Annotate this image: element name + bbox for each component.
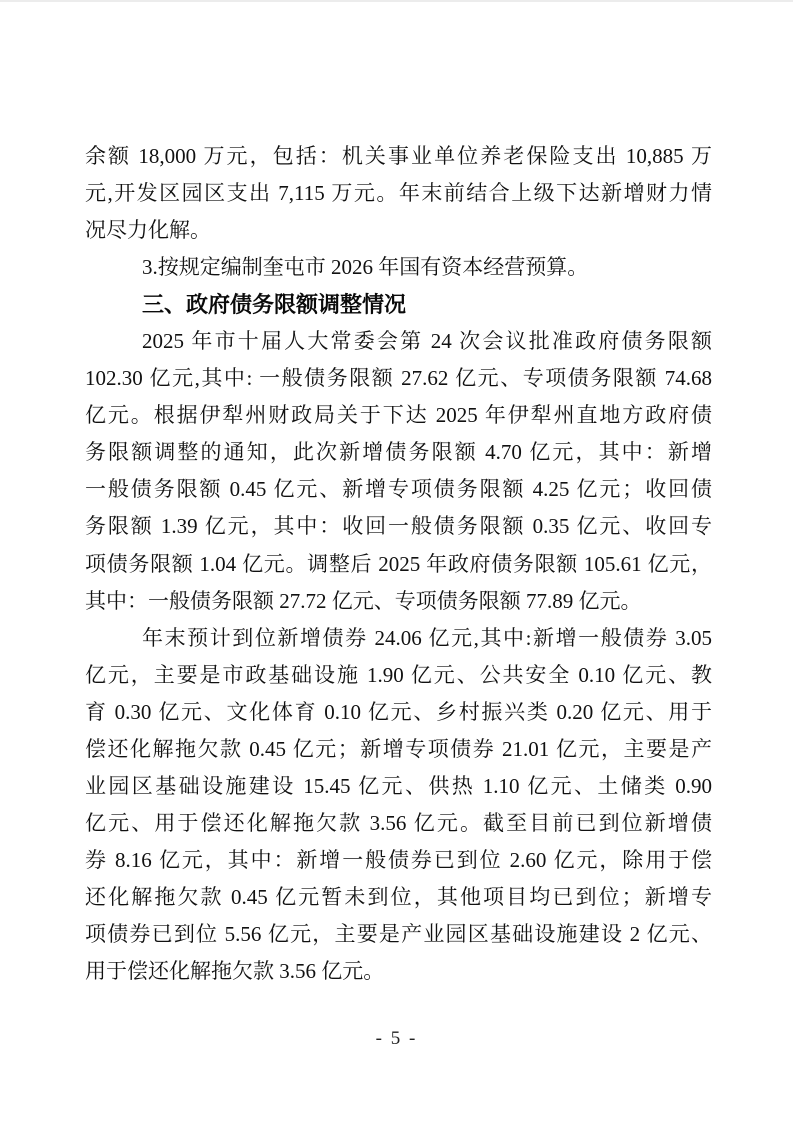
text-line: 项债务限额 1.04 亿元。调整后 2025 年政府债务限额 105.61 亿元，: [85, 551, 712, 576]
text-line: 业园区基础设施建设 15.45 亿元、供热 1.10 亿元、土储类 0.90: [85, 773, 712, 798]
text-line: 用于偿还化解拖欠款 3.56 亿元。: [85, 959, 385, 984]
text-line: 2025 年市十届人大常委会第 24 次会议批准政府债务限额: [142, 329, 712, 354]
text-line: 育 0.30 亿元、文化体育 0.10 亿元、乡村振兴类 0.20 亿元、用于: [85, 699, 712, 724]
text-line: 元,开发区园区支出 7,115 万元。年末前结合上级下达新增财力情: [85, 181, 712, 206]
text-line: 一般债务限额 0.45 亿元、新增专项债务限额 4.25 亿元；收回债: [85, 477, 712, 502]
page-number: - 5 -: [375, 1028, 418, 1049]
text-line: 102.30 亿元,其中: 一般债务限额 27.62 亿元、专项债务限额 74.68: [85, 366, 712, 391]
section-heading: 三、政府债务限额调整情况: [142, 292, 407, 318]
text-line: 况尽力化解。: [85, 218, 211, 243]
text-line: 亿元，主要是市政基础设施 1.90 亿元、公共安全 0.10 亿元、教: [85, 662, 712, 687]
text-line: 务限额 1.39 亿元，其中：收回一般债务限额 0.35 亿元、收回专: [85, 514, 712, 539]
text-line: 还化解拖欠款 0.45 亿元暂未到位，其他项目均已到位；新增专: [85, 884, 712, 909]
text-line: 年末预计到位新增债券 24.06 亿元,其中:新增一般债券 3.05: [142, 625, 712, 650]
text-line: 务限额调整的通知，此次新增债务限额 4.70 亿元，其中：新增: [85, 440, 712, 465]
text-line: 亿元、用于偿还化解拖欠款 3.56 亿元。截至目前已到位新增债: [85, 810, 712, 835]
text-line: 其中：一般债务限额 27.72 亿元、专项债务限额 77.89 亿元。: [85, 588, 642, 613]
text-line: 券 8.16 亿元，其中：新增一般债券已到位 2.60 亿元，除用于偿: [85, 847, 712, 872]
text-line: 余额 18,000 万元，包括：机关事业单位养老保险支出 10,885 万: [85, 144, 712, 168]
document-body: [85, 138, 712, 990]
text-line: 项债券已到位 5.56 亿元，主要是产业园区基础设施建设 2 亿元、: [85, 921, 712, 946]
text-line: 偿还化解拖欠款 0.45 亿元；新增专项债券 21.01 亿元，主要是产: [85, 736, 712, 761]
text-line: 亿元。根据伊犁州财政局关于下达 2025 年伊犁州直地方政府债: [85, 403, 712, 428]
text-line: 3.按规定编制奎屯市 2026 年国有资本经营预算。: [142, 255, 589, 280]
